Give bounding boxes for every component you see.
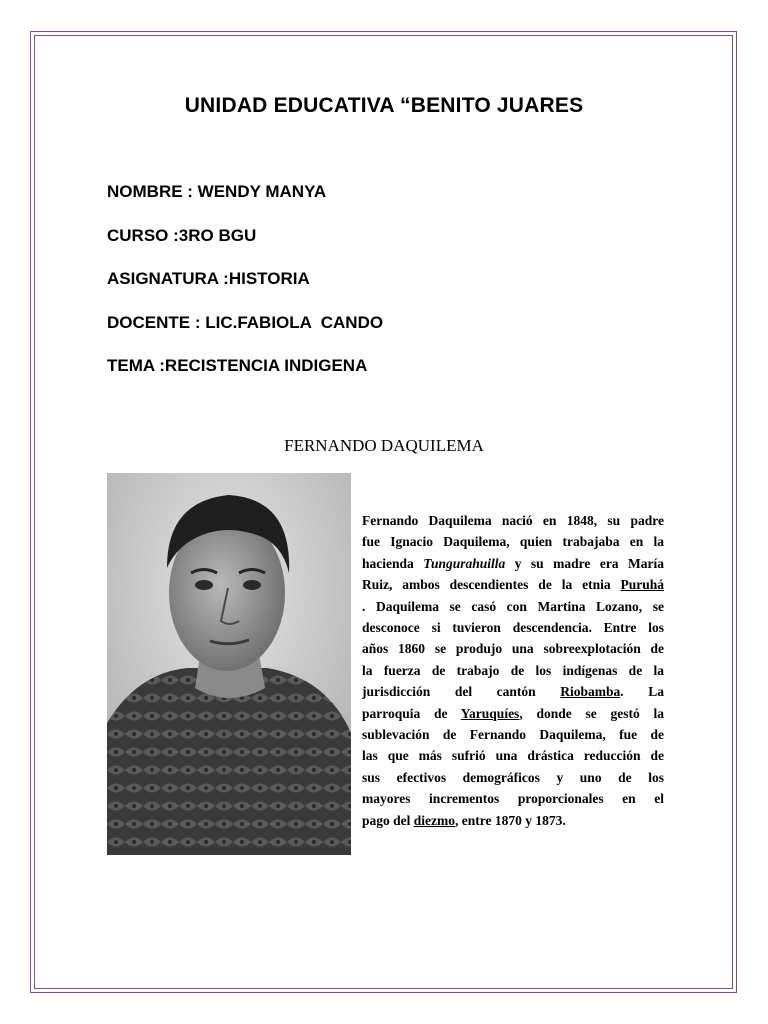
- biography-paragraph: [362, 510, 664, 831]
- yaruquies-link[interactable]: Yaruquíes: [460, 705, 520, 721]
- paragraph-line: años 1860 se produjo una sobreexplotación de: [362, 641, 664, 657]
- hacienda-name: Tungurahuilla: [423, 555, 506, 571]
- paragraph-line: desconoce si tuvieron descendencia. Entre los: [362, 620, 664, 636]
- portrait-photo-icon: [107, 473, 351, 855]
- paragraph-line: fue Ignacio Daquilema, quien trabajaba en la: [362, 534, 664, 550]
- topic: TEMA :RECISTENCIA INDIGENA: [107, 356, 368, 375]
- paragraph-line: sus efectivos demográficos y uno de los: [362, 769, 664, 785]
- riobamba-link[interactable]: Riobamba: [560, 684, 621, 700]
- paragraph-line: hacienda Tungurahuilla y su madre era María: [362, 555, 664, 571]
- paragraph-line: . Daquilema se casó con Martina Lozano, se: [362, 598, 664, 614]
- paragraph-line: pago del diezmo, entre 1870 y 1873.: [362, 812, 566, 828]
- section-title: FERNANDO DAQUILEMA: [284, 436, 484, 455]
- puruha-link[interactable]: Puruhá: [620, 577, 664, 593]
- teacher: DOCENTE : LIC.FABIOLA CANDO: [107, 313, 384, 332]
- paragraph-line: sublevación de Fernando Daquilema, fue de: [362, 727, 664, 743]
- diezmo-link[interactable]: diezmo: [413, 812, 456, 828]
- paragraph-line: jurisdicción del cantón Riobamba. La: [362, 684, 664, 700]
- paragraph-line: la fuerza de trabajo de los indígenas de la: [362, 662, 664, 678]
- paragraph-line: Fernando Daquilema nació en 1848, su padre: [362, 513, 664, 528]
- paragraph-line: Ruiz, ambos descendientes de la etnia Puruhá: [362, 577, 664, 593]
- portrait-photo: [107, 473, 351, 855]
- student-name: NOMBRE : WENDY MANYA: [107, 182, 327, 201]
- paragraph-line: mayores incrementos proporcionales en el: [362, 791, 664, 807]
- subject: ASIGNATURA :HISTORIA: [107, 269, 310, 288]
- paragraph-line: parroquia de Yaruquíes, donde se gestó la: [362, 705, 664, 721]
- paragraph-line: las que más sufrió una drástica reducción de: [362, 748, 664, 764]
- school-title: UNIDAD EDUCATIVA “BENITO JUARES: [184, 94, 584, 117]
- course: CURSO :3RO BGU: [107, 226, 257, 245]
